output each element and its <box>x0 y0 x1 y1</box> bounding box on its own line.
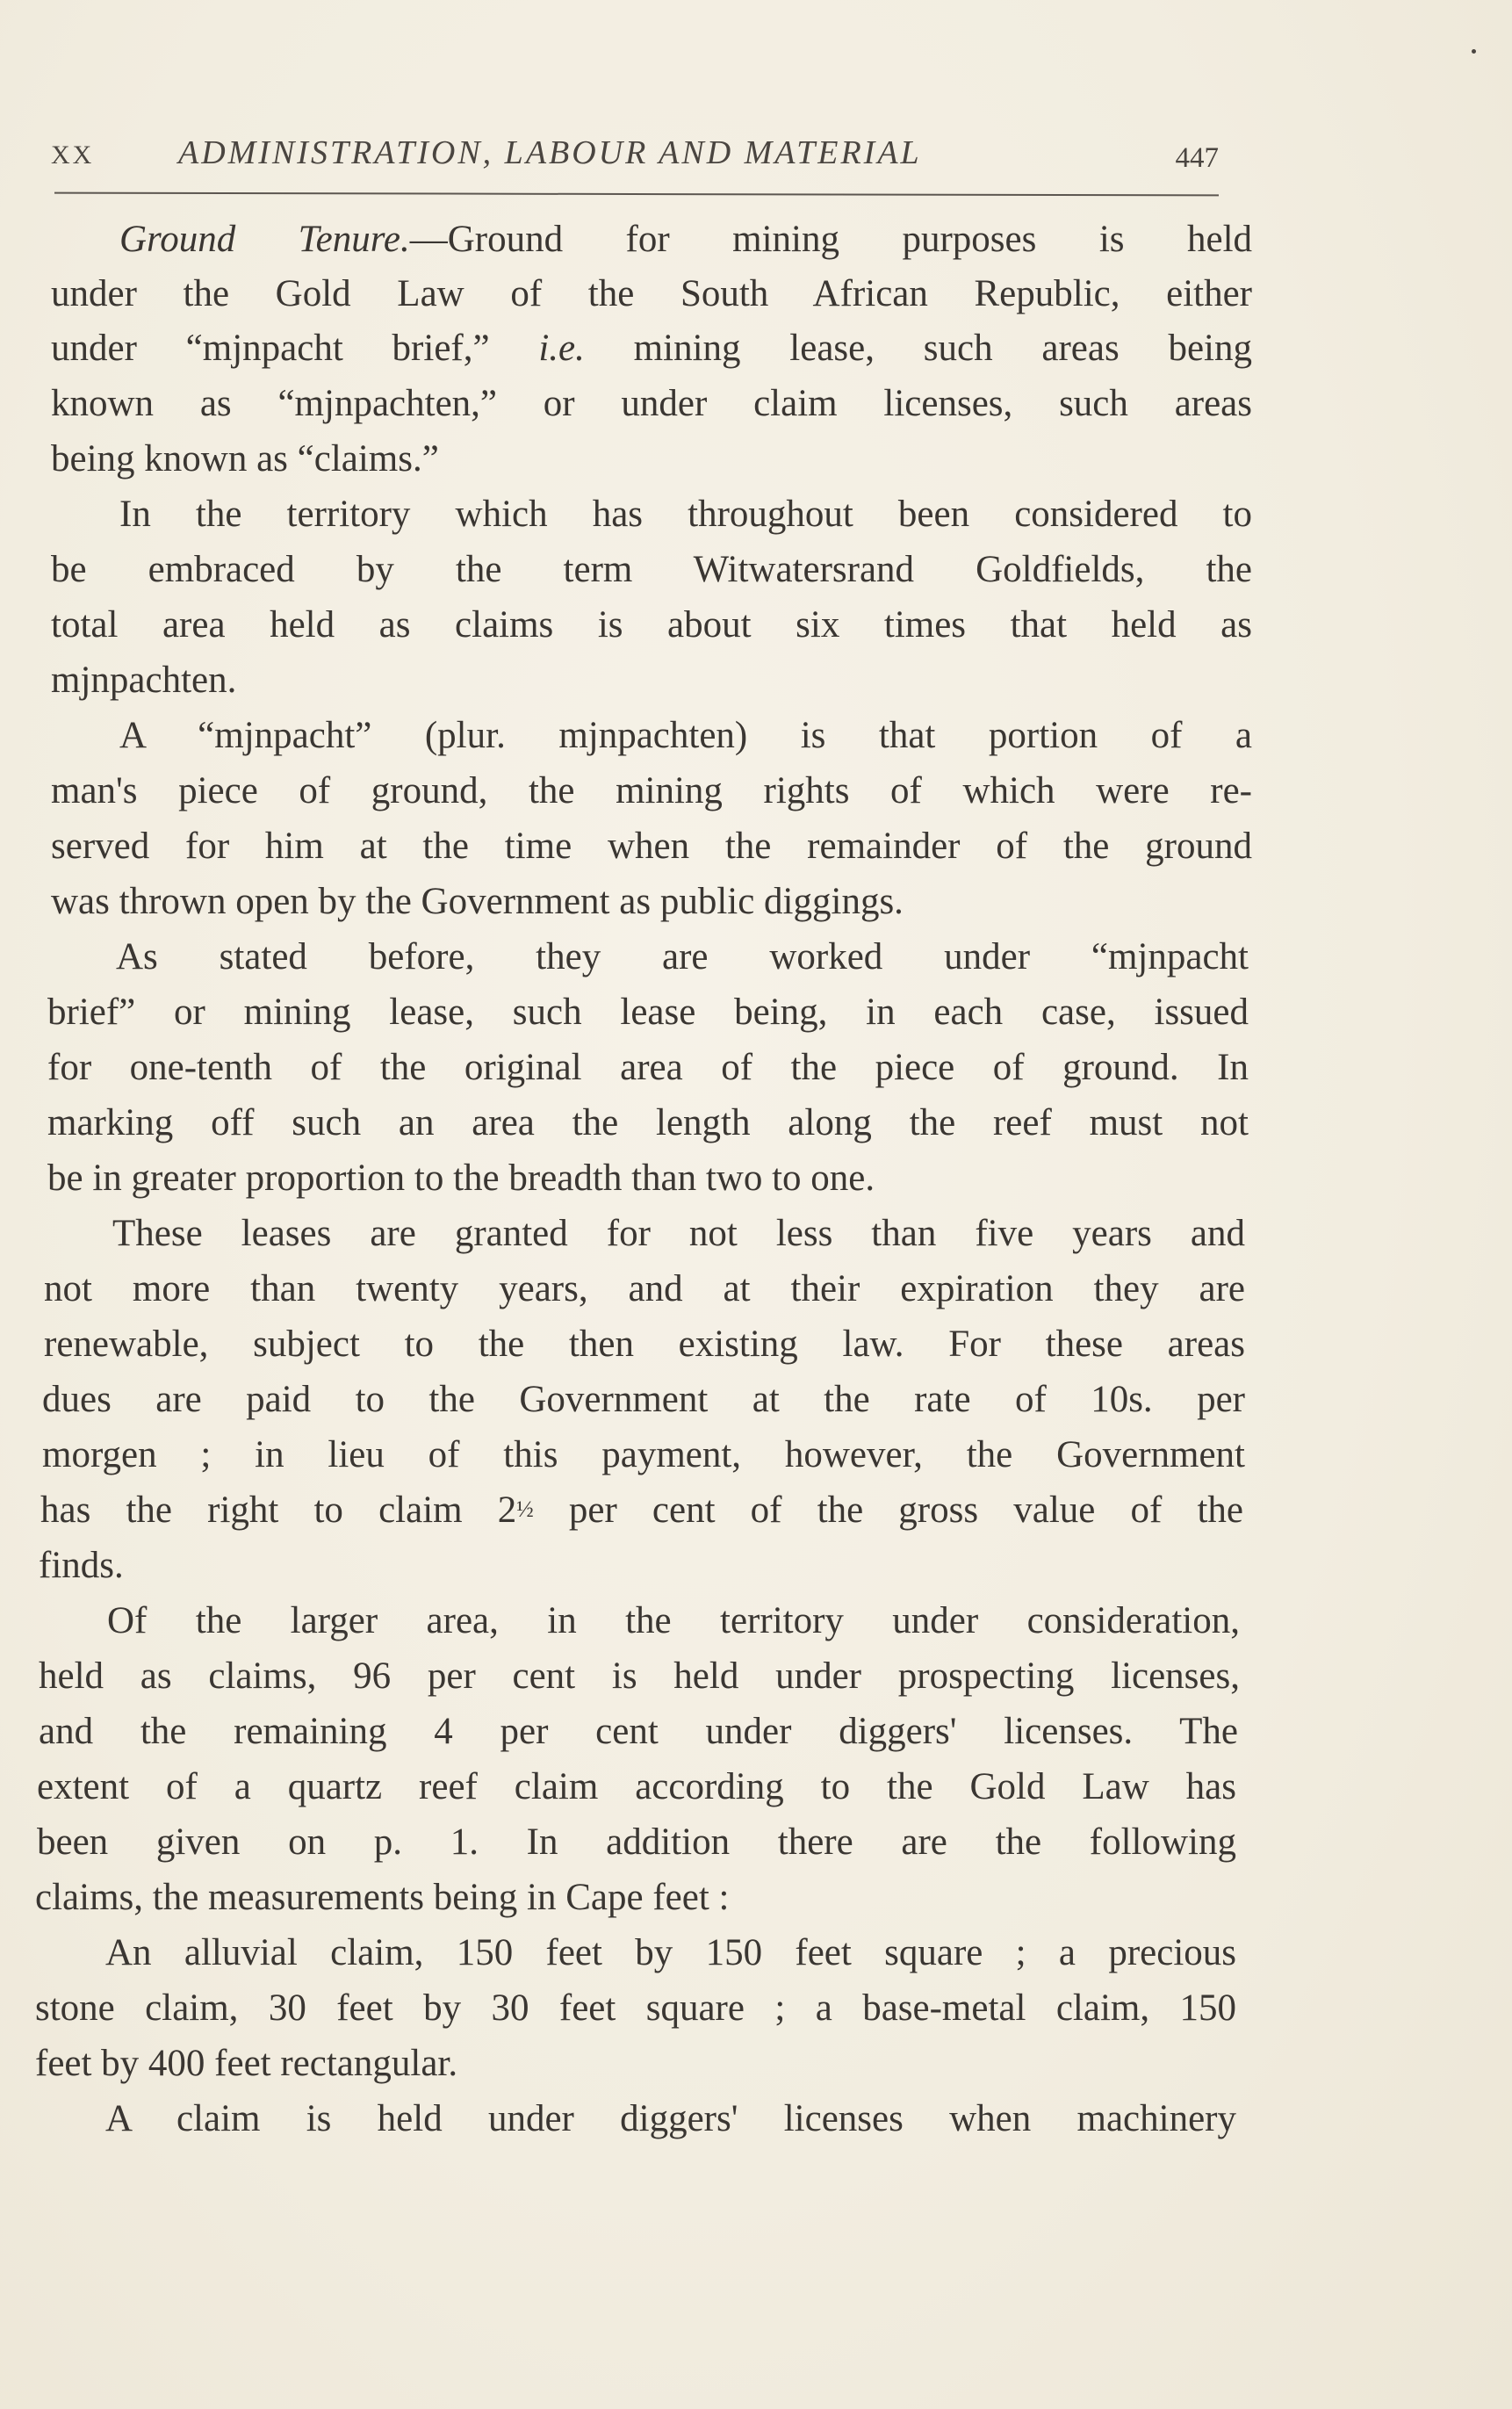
header-rule <box>54 192 1219 197</box>
text-line: As stated before, they are worked under “mjnpacht <box>116 936 1249 977</box>
text-line: morgen ; in lieu of this payment, however, the Government <box>42 1434 1245 1475</box>
text-line: finds. <box>39 1545 124 1586</box>
text-line: has the right to claim 2½ per cent of the gross value of the <box>40 1489 1243 1531</box>
text-line: held as claims, 96 per cent is held under prospecting licenses, <box>39 1655 1240 1697</box>
text-line: for one-tenth of the original area of the piece of ground. In <box>47 1047 1249 1088</box>
text-line: renewable, subject to the then existing law. For these areas <box>44 1324 1245 1365</box>
text-line: A “mjnpacht” (plur. mjnpachten) is that portion of a <box>119 715 1252 756</box>
text-line: being known as “claims.” <box>51 438 439 480</box>
text-line: served for him at the time when the remainder of the ground <box>51 826 1252 867</box>
text-line: be embraced by the term Witwatersrand Goldfields, the <box>51 549 1252 590</box>
text-line: An alluvial claim, 150 feet by 150 feet square ; a precious <box>105 1932 1236 1973</box>
text-line: Ground Tenure.—Ground for mining purposes is held <box>119 219 1253 260</box>
text-line: In the territory which has throughout been considered to <box>119 494 1252 535</box>
text-line: not more than twenty years, and at their expiration they are <box>44 1268 1245 1309</box>
page-number: 447 <box>1175 142 1219 174</box>
text-line: was thrown open by the Government as public diggings. <box>51 881 904 922</box>
running-title: ADMINISTRATION, LABOUR AND MATERIAL <box>178 134 922 171</box>
text-line: claims, the measurements being in Cape feet : <box>35 1877 730 1918</box>
text-line: extent of a quartz reef claim according to the Gold Law has <box>37 1766 1236 1807</box>
text-line: feet by 400 feet rectangular. <box>35 2043 458 2084</box>
folio-roman-numeral: XX <box>51 141 95 169</box>
text-line: man's piece of ground, the mining rights of which were re- <box>51 770 1252 811</box>
text-line: been given on p. 1. In addition there are the following <box>37 1821 1236 1863</box>
text-line: A claim is held under diggers' licenses when machinery <box>105 2098 1236 2139</box>
text-line: brief” or mining lease, such lease being, in each case, issued <box>47 992 1249 1033</box>
text-line: be in greater proportion to the breadth than two to one. <box>47 1158 875 1199</box>
text-line: Of the larger area, in the territory under consideration, <box>107 1600 1240 1641</box>
text-line: under “mjnpacht brief,” i.e. mining lease, such areas being <box>51 328 1252 369</box>
text-line: and the remaining 4 per cent under diggers' licenses. The <box>39 1711 1238 1752</box>
text-line: dues are paid to the Government at the rate of 10s. per <box>42 1379 1245 1420</box>
text-line: mjnpachten. <box>51 660 237 701</box>
text-line: stone claim, 30 feet by 30 feet square ; a base-metal claim, 150 <box>35 1987 1236 2029</box>
text-line: marking off such an area the length along the reef must not <box>47 1102 1249 1143</box>
text-line: total area held as claims is about six times that held as <box>51 604 1252 646</box>
print-speck <box>1472 49 1476 54</box>
text-line: under the Gold Law of the South African Republic, either <box>51 273 1252 314</box>
text-line: These leases are granted for not less than five years and <box>112 1213 1245 1254</box>
text-line: known as “mjnpachten,” or under claim licenses, such areas <box>51 383 1252 424</box>
page-header <box>51 132 1219 184</box>
